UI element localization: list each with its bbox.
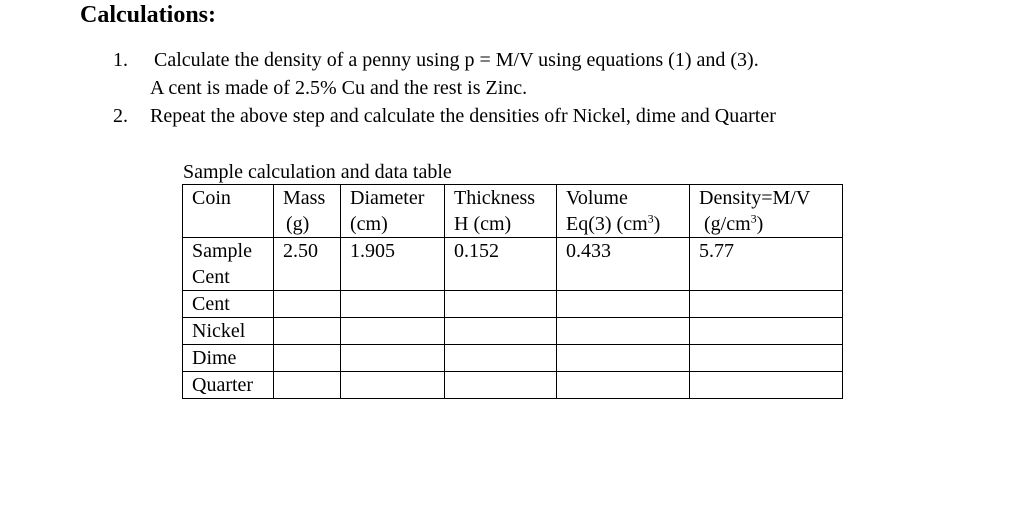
cell-volume	[557, 291, 690, 318]
cell-mass	[274, 345, 341, 372]
table-row-quarter	[183, 372, 843, 399]
cell-coin: Quarter	[183, 372, 274, 399]
cell-volume	[557, 345, 690, 372]
cell-volume	[557, 372, 690, 399]
cell-volume	[557, 318, 690, 345]
cell-thickness	[445, 291, 557, 318]
table-row-nickel	[183, 318, 843, 345]
cell-thickness	[445, 345, 557, 372]
cell-thickness: 0.152	[445, 238, 557, 291]
cell-coin: Dime	[183, 345, 274, 372]
table-row-sample-cent	[183, 238, 843, 291]
cell-density: 5.77	[690, 238, 843, 291]
cell-volume: 0.433	[557, 238, 690, 291]
header-volume: Volume Eq(3) $(cm^3)$	[557, 185, 690, 238]
cell-mass: 2.50	[274, 238, 341, 291]
list-number-1: 1.	[113, 49, 128, 71]
page-heading: Calculations:	[80, 2, 217, 28]
cell-density	[690, 372, 843, 399]
cell-density	[690, 318, 843, 345]
header-coin: Coin	[183, 185, 274, 238]
volume-unit: Eq(3) (cm	[566, 213, 648, 235]
list-item-1-line-1: Calculate the density of a penny using p = M/V using equations (1) and (3).	[154, 49, 759, 71]
cell-mass	[274, 372, 341, 399]
cell-density	[690, 345, 843, 372]
cell-mass	[274, 291, 341, 318]
cell-diameter	[341, 318, 445, 345]
table-caption: Sample calculation and data table	[183, 161, 452, 183]
list-item-1-line-2: A cent is made of 2.5% Cu and the rest is Zinc.	[150, 77, 528, 99]
cell-mass	[274, 318, 341, 345]
cell-density	[690, 291, 843, 318]
volume-unit-close: )	[653, 213, 661, 235]
cell-thickness	[445, 372, 557, 399]
cell-diameter	[341, 372, 445, 399]
cell-coin: Sample Cent	[183, 238, 274, 291]
header-density: Density=M/V $(g/cm^3)$	[690, 185, 843, 238]
data-table	[182, 184, 843, 399]
cell-diameter: 1.905	[341, 238, 445, 291]
cell-diameter	[341, 291, 445, 318]
table-header-row	[183, 185, 843, 238]
density-unit: (g/cm	[704, 213, 751, 235]
cell-coin: Nickel	[183, 318, 274, 345]
cell-coin: Cent	[183, 291, 274, 318]
table-row-dime	[183, 345, 843, 372]
header-mass: Mass (g)	[274, 185, 341, 238]
table-row-cent	[183, 291, 843, 318]
cell-thickness	[445, 318, 557, 345]
list-item-2-line-1: Repeat the above step and calculate the densities ofr Nickel, dime and Quarter	[150, 105, 776, 127]
header-thickness: Thickness H (cm)	[445, 185, 557, 238]
volume-unit-superscript: 3	[647, 211, 654, 226]
cell-diameter	[341, 345, 445, 372]
density-unit-close: )	[756, 213, 764, 235]
list-number-2: 2.	[113, 105, 128, 127]
density-unit-superscript: 3	[750, 211, 757, 226]
header-diameter: Diameter (cm)	[341, 185, 445, 238]
